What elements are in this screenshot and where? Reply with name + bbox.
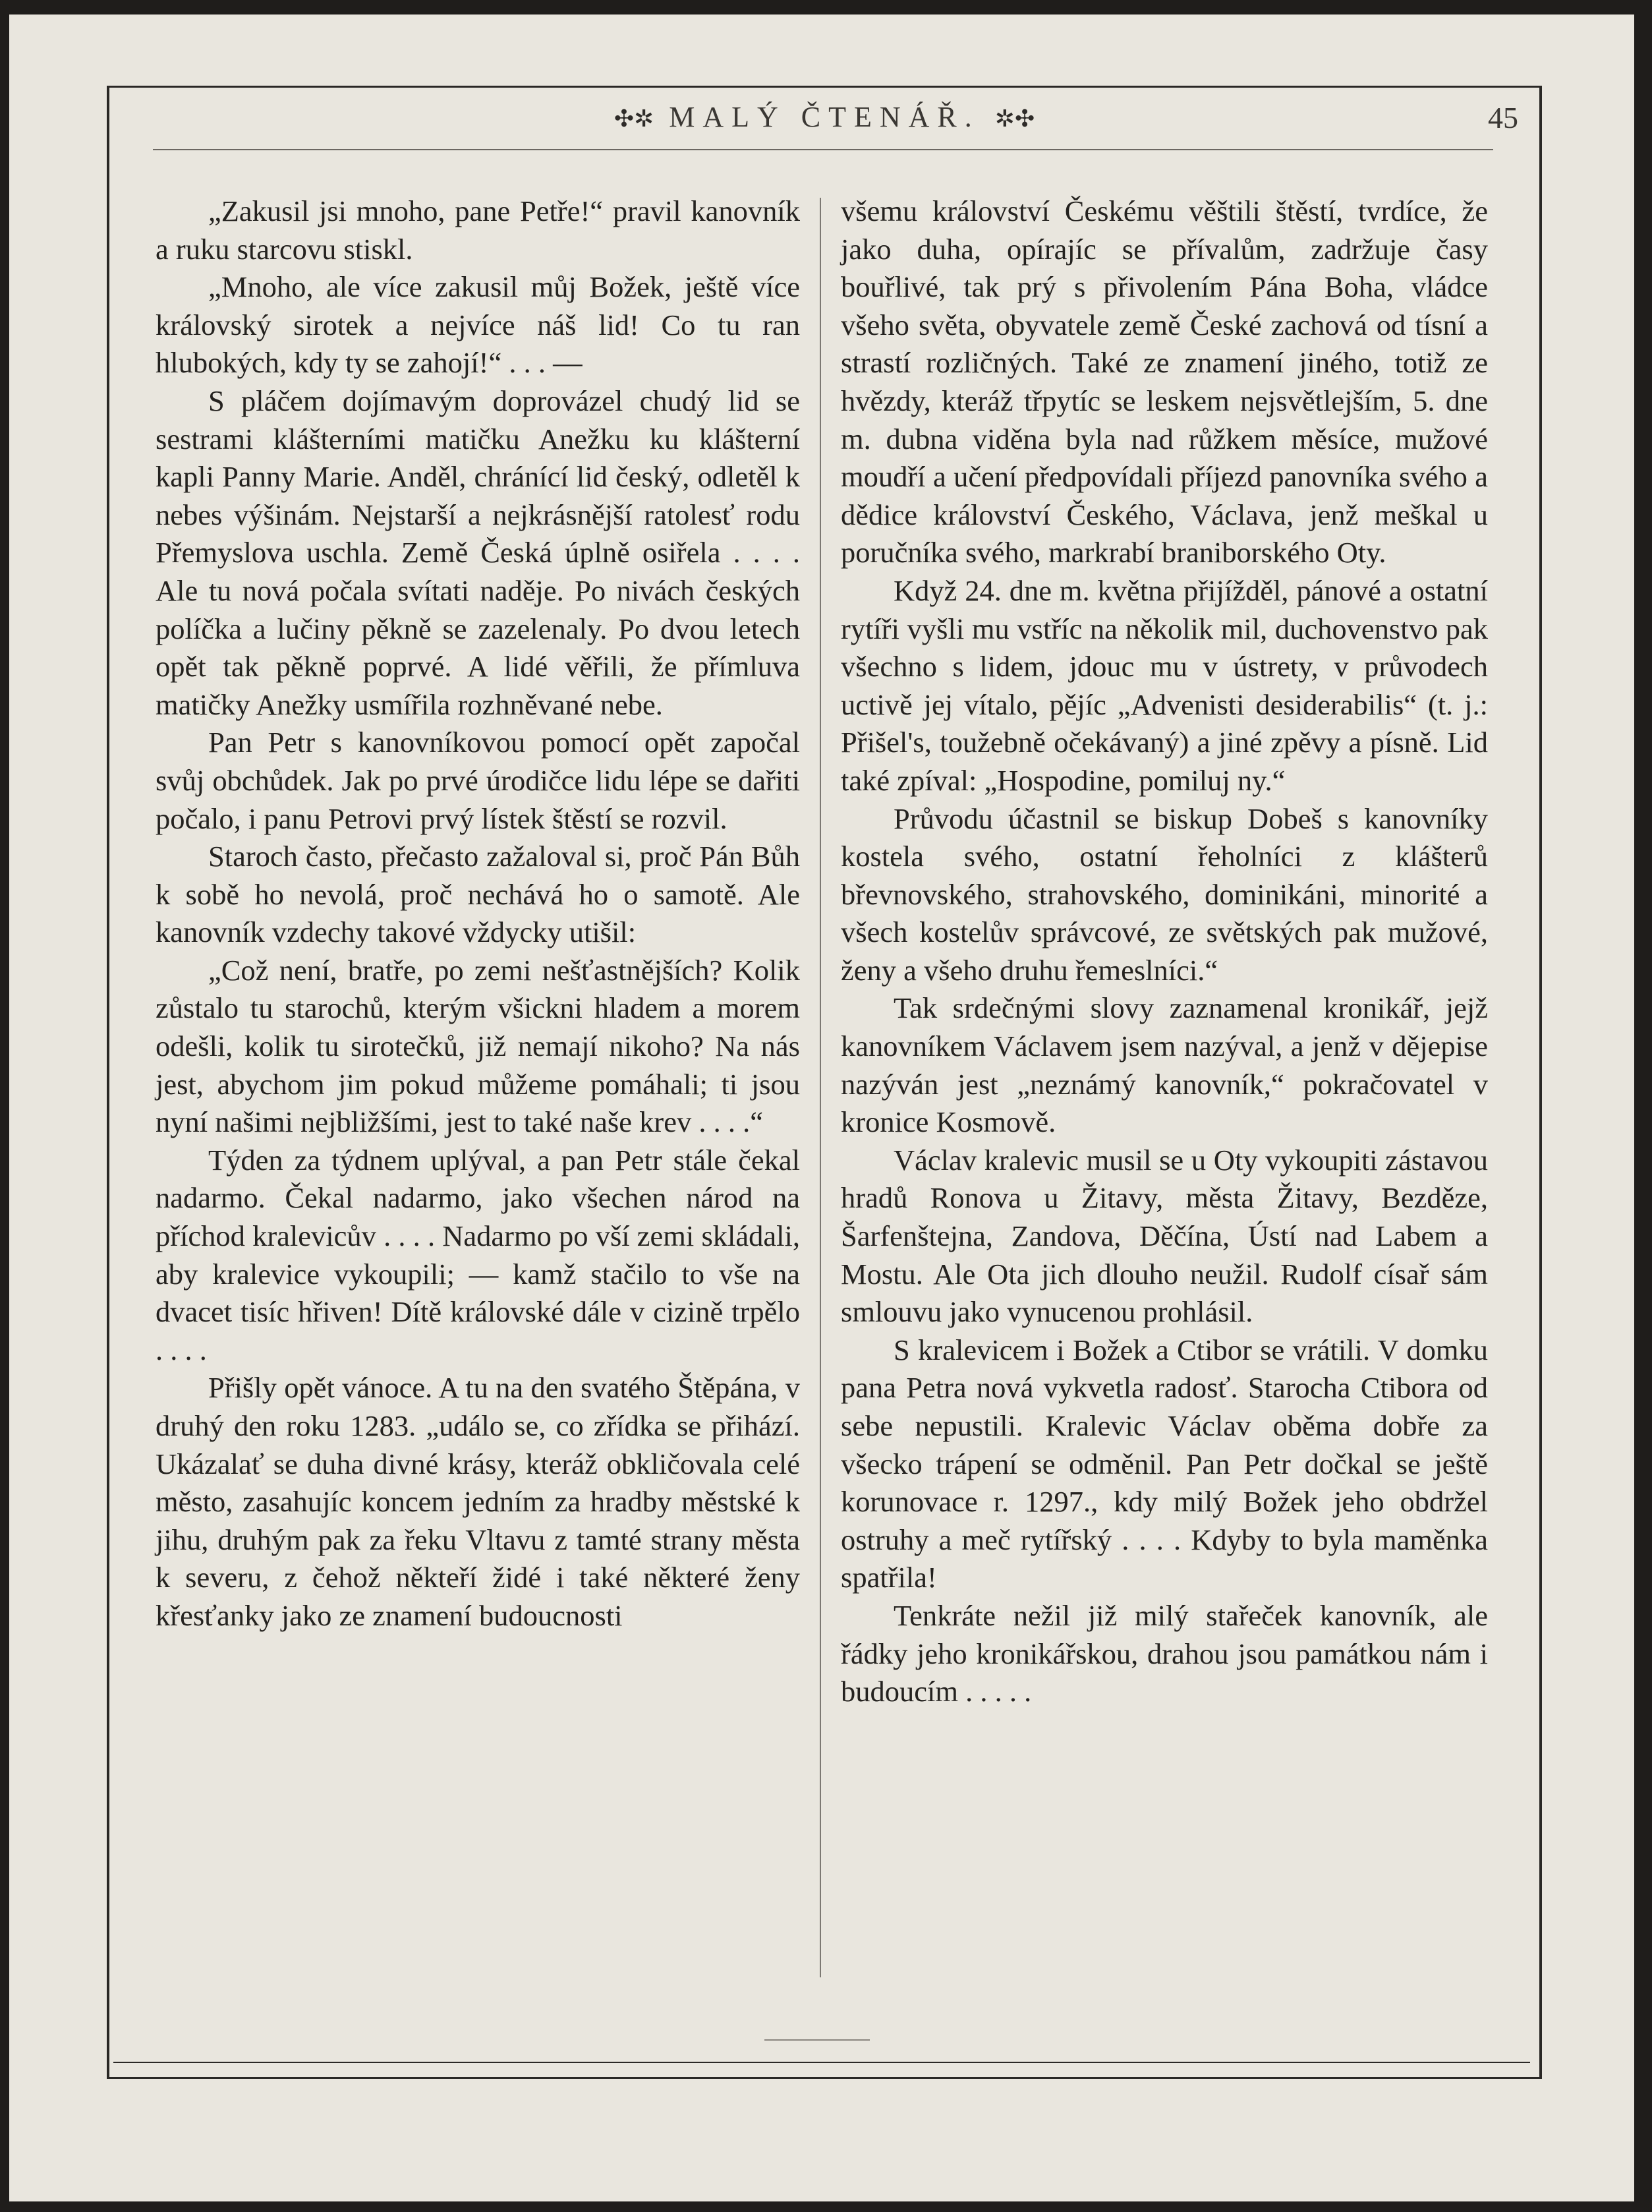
paragraph: Tenkráte nežil již milý stařeček kanovník, ale řádky jeho kronikářskou, drahou jsou památkou nám i budoucím . . . . . bbox=[841, 1598, 1488, 1708]
paragraph: „Zakusil jsi mnoho, pane Petře!“ pravil kanovník a ruku starcovu stiskl. bbox=[156, 194, 800, 266]
page-header bbox=[107, 86, 1542, 152]
paragraph: „Což není, bratře, po zemi nešťastnějších? Kolik zůstalo tu starochů, kterým všickni hladem a morem odešli, kolik tu sirotečků, již nemají nikoho? Na nás jest, abychom jim pokud můžeme pomáhali; ti jsou nyní našimi nejbližšími, jest to také naše krev . . . .“ bbox=[156, 953, 800, 1139]
running-title bbox=[107, 100, 1542, 134]
left-column bbox=[156, 192, 800, 1635]
paragraph: S kralevicem i Božek a Ctibor se vrátili. V domku pana Petra nová vykvetla radosť. Starocha Ctibora od sebe nepustili. Kralevic Václav oběma dobře za všecko trápení se odměnil. Pan Petr dočkal se ještě korunovace r. 1297., kdy milý Božek jeho obdržel ostruhy a meč rytířský . . . . Kdyby to byla maměnka spatřila! bbox=[841, 1333, 1488, 1594]
paragraph: všemu království Českému věštili štěstí, tvrdíce, že jako duha, opírajíc se přívalům, zadržuje časy bouřlivé, tak prý s přivolením Pána Boha, vládce všeho světa, obyvatele země České zachová od tísní a strastí rozličných. Také ze znamení jiného, totiž ze hvězdy, kteráž třpytíc se leskem nejsvětlejším, 5. dne m. dubna viděna byla nad růžkem měsíce, mužové moudří a učení předpovídali příjezd panovníka svého a dědice království Českého, Václava, jenž meškal u poručníka svého, markrabí braniborského Oty. bbox=[841, 194, 1488, 569]
paragraph: Když 24. dne m. května přijížděl, pánové a ostatní rytíři vyšli mu vstříc na několik mil, duchovenstvo pak všechno s lidem, jdouc mu v ústrety, v průvodech uctivě jej vítalo, pějíc „Advenisti desiderabilis“ (t. j.: Přišel's, toužebně očekávaný) a jiné zpěvy a písně. Lid také zpíval: „Hospodine, pomiluj ny.“ bbox=[841, 573, 1488, 797]
magazine-title: MALÝ ČTENÁŘ. bbox=[669, 101, 980, 133]
page-number: 45 bbox=[1488, 101, 1518, 134]
ornament-right-icon: ✲✣ bbox=[994, 105, 1035, 132]
paragraph: Průvodu účastnil se biskup Dobeš s kanovníky kostela svého, ostatní řeholníci z klášterů břevnovského, strahovského, dominikáni, minorité a všech kostelův správcové, ze světských pak mužové, ženy a všeho druhu řemeslníci.“ bbox=[841, 801, 1488, 987]
paragraph: Staroch často, přečasto zažaloval si, proč Pán Bůh k sobě ho nevolá, proč nechává ho o samotě. Ale kanovník vzdechy takové vždycky utišil: bbox=[156, 840, 800, 949]
right-column bbox=[841, 192, 1488, 1711]
paragraph: S pláčem dojímavým doprovázel chudý lid se sestrami klášterními matičku Anežku ku klášterní kapli Panny Marie. Anděl, chránící lid český, odletěl k nebes výšinám. Nejstarší a nejkrásnější ratolesť rodu Přemyslova uschla. Země Česká úplně osiřela . . . . Ale tu nová počala svítati naděje. Po nivách českých políčka a lučiny pěkně se zazelenaly. Po dvou letech opět tak pěkně poprvé. A lidé věřili, že přímluva matičky Anežky usmířila rozhněvané nebe. bbox=[156, 384, 800, 721]
paragraph: Přišly opět vánoce. A tu na den svatého Štěpána, v druhý den roku 1283. „událo se, co zřídka se přihází. Ukázalať se duha divné krásy, kteráž obkličovala celé město, zasahujíc koncem jedním za hradby městské k jihu, druhým pak za řeku Vltavu z tamté strany města k severu, z čehož někteří židé i také některé ženy křesťanky jako ze znamení budoucnosti bbox=[156, 1371, 800, 1632]
paragraph: Pan Petr s kanovníkovou pomocí opět započal svůj obchůdek. Jak po prvé úrodičce lidu lépe se dařiti počalo, i panu Petrovi prvý lístek štěstí se rozvil. bbox=[156, 726, 800, 835]
ornament-left-icon: ✣✲ bbox=[613, 105, 654, 132]
header-rule bbox=[153, 149, 1493, 150]
column-divider bbox=[820, 198, 821, 1977]
paragraph: Týden za týdnem uplýval, a pan Petr stále čekal nadarmo. Čekal nadarmo, jako všechen národ na příchod kralevicův . . . . Nadarmo po vší zemi skládali, aby kralevice vykoupili; — kamž stačilo to vše na dvacet tisíc hřiven! Dítě královské dále v cizině trpělo . . . . bbox=[156, 1143, 800, 1366]
end-rule bbox=[764, 2039, 870, 2041]
paragraph: Václav kralevic musil se u Oty vykoupiti zástavou hradů Ronova u Žitavy, města Žitavy, Bezděze, Šarfenštejna, Zandova, Děčína, Ústí nad Labem a Mostu. Ale Ota jich dlouho neužil. Rudolf císař sám smlouvu jako vynucenou prohlásil. bbox=[841, 1143, 1488, 1329]
paragraph: „Mnoho, ale více zakusil můj Božek, ještě více královský sirotek a nejvíce náš lid! Co tu ran hlubokých, kdy ty se zahojí!“ . . . — bbox=[156, 270, 800, 380]
frame-bottom-inner-rule bbox=[113, 2062, 1530, 2063]
paragraph: Tak srdečnými slovy zaznamenal kronikář, jejž kanovníkem Václavem jsem nazýval, a jenž v dějepise nazýván jest „neznámý kanovník,“ pokračovatel v kronice Kosmově. bbox=[841, 991, 1488, 1139]
